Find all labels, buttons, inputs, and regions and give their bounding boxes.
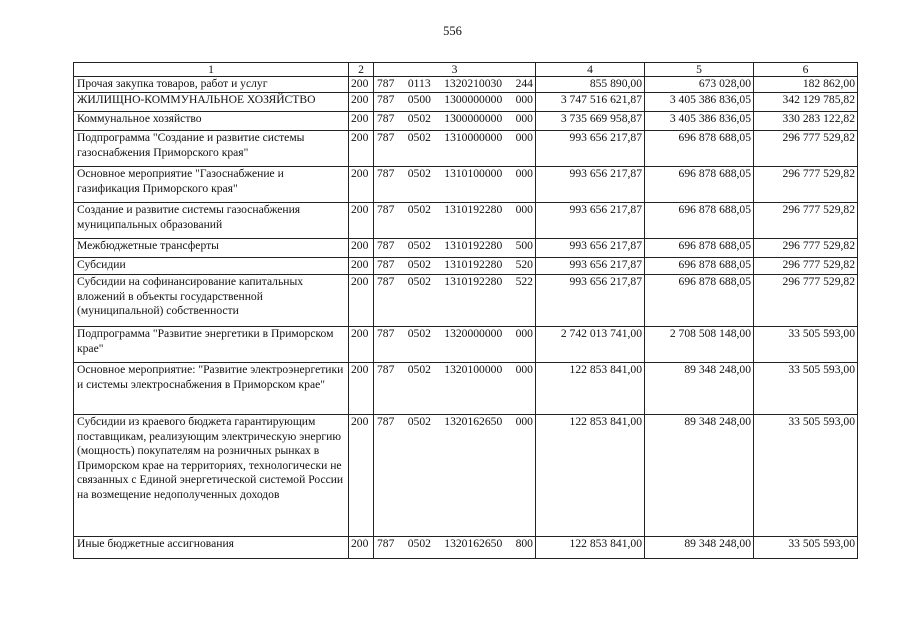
code-expense-type: 244 [515, 77, 533, 90]
row-name: Основное мероприятие: "Развитие электроэнергетики и системы электроснабжения в Приморском крае" [74, 363, 349, 415]
code-section: 0502 [407, 363, 431, 376]
row-code-admin: 200 [349, 363, 374, 415]
code-kvsr: 787 [377, 77, 395, 90]
table-row [74, 363, 858, 415]
row-name: Межбюджетные трансферты [74, 239, 349, 258]
row-name: Основное мероприятие "Газоснабжение и газификация Приморского края" [74, 167, 349, 203]
code-section: 0502 [407, 327, 431, 340]
row-value-col5: 2 708 508 148,00 [645, 327, 754, 363]
row-name: Подпрограмма "Развитие энергетики в Приморском крае" [74, 327, 349, 363]
row-value-col6: 33 505 593,00 [754, 327, 858, 363]
row-value-col5: 696 878 688,05 [645, 275, 754, 327]
row-code-admin: 200 [349, 203, 374, 239]
code-expense-type: 500 [515, 239, 533, 252]
row-value-col6: 296 777 529,82 [754, 131, 858, 167]
code-target-article: 1320100000 [444, 363, 503, 376]
row-code-admin: 200 [349, 77, 374, 93]
row-value-col4: 3 747 516 621,87 [536, 93, 645, 112]
row-code-admin: 200 [349, 415, 374, 537]
row-code-admin: 200 [349, 258, 374, 275]
table-row [74, 275, 858, 327]
code-target-article: 1320000000 [444, 327, 503, 340]
code-section: 0502 [407, 275, 431, 288]
row-value-col4: 855 890,00 [536, 77, 645, 93]
row-value-col4: 993 656 217,87 [536, 131, 645, 167]
code-target-article: 1320162650 [444, 415, 503, 428]
code-kvsr: 787 [377, 258, 395, 271]
row-classification-code [374, 363, 536, 415]
code-section: 0502 [407, 239, 431, 252]
code-section: 0502 [407, 258, 431, 271]
code-section: 0502 [407, 537, 431, 550]
row-value-col4: 993 656 217,87 [536, 258, 645, 275]
header-col-3: 3 [374, 63, 536, 77]
row-classification-code [374, 93, 536, 112]
row-classification-code [374, 275, 536, 327]
row-name: Субсидии [74, 258, 349, 275]
row-value-col4: 122 853 841,00 [536, 415, 645, 537]
row-classification-code [374, 415, 536, 537]
code-section: 0502 [407, 415, 431, 428]
code-kvsr: 787 [377, 415, 395, 428]
row-value-col5: 696 878 688,05 [645, 131, 754, 167]
code-kvsr: 787 [377, 93, 395, 106]
code-target-article: 1320162650 [444, 537, 503, 550]
row-value-col4: 2 742 013 741,00 [536, 327, 645, 363]
row-value-col6: 33 505 593,00 [754, 363, 858, 415]
table-row [74, 239, 858, 258]
table-row [74, 131, 858, 167]
row-code-admin: 200 [349, 537, 374, 559]
row-value-col5: 89 348 248,00 [645, 415, 754, 537]
row-classification-code [374, 131, 536, 167]
row-value-col5: 696 878 688,05 [645, 167, 754, 203]
code-target-article: 1320210030 [444, 77, 503, 90]
row-value-col5: 89 348 248,00 [645, 363, 754, 415]
code-kvsr: 787 [377, 112, 395, 125]
row-value-col4: 993 656 217,87 [536, 275, 645, 327]
table-row [74, 167, 858, 203]
row-value-col4: 993 656 217,87 [536, 167, 645, 203]
code-target-article: 1310000000 [444, 131, 503, 144]
code-expense-type: 000 [515, 363, 533, 376]
row-code-admin: 200 [349, 131, 374, 167]
code-target-article: 1310100000 [444, 167, 503, 180]
row-name: Субсидии на софинансирование капитальных вложений в объекты государственной (муниципальной) собственности [74, 275, 349, 327]
row-name: ЖИЛИЩНО-КОММУНАЛЬНОЕ ХОЗЯЙСТВО [74, 93, 349, 112]
row-value-col5: 696 878 688,05 [645, 258, 754, 275]
row-code-admin: 200 [349, 112, 374, 131]
code-expense-type: 522 [515, 275, 533, 288]
code-target-article: 1300000000 [444, 93, 503, 106]
row-value-col4: 993 656 217,87 [536, 203, 645, 239]
table-row [74, 93, 858, 112]
code-kvsr: 787 [377, 363, 395, 376]
row-value-col6: 296 777 529,82 [754, 275, 858, 327]
code-kvsr: 787 [377, 537, 395, 550]
row-value-col6: 330 283 122,82 [754, 112, 858, 131]
code-kvsr: 787 [377, 167, 395, 180]
code-expense-type: 000 [515, 203, 533, 216]
row-classification-code [374, 77, 536, 93]
row-code-admin: 200 [349, 167, 374, 203]
code-section: 0502 [407, 203, 431, 216]
code-target-article: 1310192280 [444, 275, 503, 288]
row-value-col4: 993 656 217,87 [536, 239, 645, 258]
row-value-col4: 122 853 841,00 [536, 363, 645, 415]
code-kvsr: 787 [377, 131, 395, 144]
row-value-col5: 3 405 386 836,05 [645, 93, 754, 112]
code-expense-type: 000 [515, 131, 533, 144]
row-value-col4: 122 853 841,00 [536, 537, 645, 559]
code-section: 0502 [407, 112, 431, 125]
code-expense-type: 000 [515, 167, 533, 180]
header-col-4: 4 [536, 63, 645, 77]
table-row [74, 258, 858, 275]
table-row [74, 77, 858, 93]
table-row [74, 537, 858, 559]
row-name: Субсидии из краевого бюджета гарантирующим поставщикам, реализующим электрическую энергию (мощность) покупателям на розничных рынках в Приморском крае на территориях, технологически не связанных с Единой энергетической системой России на возмещение недополученных доходов [74, 415, 349, 537]
row-value-col5: 3 405 386 836,05 [645, 112, 754, 131]
code-section: 0502 [407, 131, 431, 144]
header-col-1: 1 [74, 63, 349, 77]
header-col-2: 2 [349, 63, 374, 77]
code-target-article: 1310192280 [444, 258, 503, 271]
row-value-col6: 342 129 785,82 [754, 93, 858, 112]
row-value-col6: 33 505 593,00 [754, 537, 858, 559]
code-expense-type: 000 [515, 415, 533, 428]
code-section: 0113 [407, 77, 431, 90]
code-kvsr: 787 [377, 275, 395, 288]
row-code-admin: 200 [349, 239, 374, 258]
row-classification-code [374, 537, 536, 559]
row-classification-code [374, 167, 536, 203]
row-value-col6: 296 777 529,82 [754, 258, 858, 275]
row-classification-code [374, 258, 536, 275]
row-name: Иные бюджетные ассигнования [74, 537, 349, 559]
code-kvsr: 787 [377, 203, 395, 216]
row-code-admin: 200 [349, 275, 374, 327]
row-name: Коммунальное хозяйство [74, 112, 349, 131]
row-value-col4: 3 735 669 958,87 [536, 112, 645, 131]
header-col-5: 5 [645, 63, 754, 77]
row-value-col5: 696 878 688,05 [645, 239, 754, 258]
header-col-6: 6 [754, 63, 858, 77]
code-expense-type: 000 [515, 327, 533, 340]
page-number: 556 [443, 24, 462, 38]
code-expense-type: 520 [515, 258, 533, 271]
row-classification-code [374, 112, 536, 131]
row-name: Подпрограмма "Создание и развитие системы газоснабжения Приморского края" [74, 131, 349, 167]
row-value-col6: 296 777 529,82 [754, 167, 858, 203]
row-classification-code [374, 327, 536, 363]
code-expense-type: 000 [515, 112, 533, 125]
code-target-article: 1310192280 [444, 203, 503, 216]
row-value-col6: 182 862,00 [754, 77, 858, 93]
row-name: Прочая закупка товаров, работ и услуг [74, 77, 349, 93]
code-kvsr: 787 [377, 239, 395, 252]
code-expense-type: 800 [515, 537, 533, 550]
code-target-article: 1310192280 [444, 239, 503, 252]
table-row [74, 415, 858, 537]
row-classification-code [374, 239, 536, 258]
row-value-col5: 696 878 688,05 [645, 203, 754, 239]
row-code-admin: 200 [349, 327, 374, 363]
code-expense-type: 000 [515, 93, 533, 106]
row-value-col5: 89 348 248,00 [645, 537, 754, 559]
row-name: Создание и развитие системы газоснабжения муниципальных образований [74, 203, 349, 239]
row-code-admin: 200 [349, 93, 374, 112]
budget-table [73, 62, 858, 559]
code-target-article: 1300000000 [444, 112, 503, 125]
table-row [74, 203, 858, 239]
row-value-col6: 33 505 593,00 [754, 415, 858, 537]
code-section: 0502 [407, 167, 431, 180]
row-value-col6: 296 777 529,82 [754, 239, 858, 258]
table-row [74, 327, 858, 363]
code-section: 0500 [407, 93, 431, 106]
table-row [74, 112, 858, 131]
row-value-col5: 673 028,00 [645, 77, 754, 93]
header-row [74, 63, 858, 77]
row-value-col6: 296 777 529,82 [754, 203, 858, 239]
code-kvsr: 787 [377, 327, 395, 340]
row-classification-code [374, 203, 536, 239]
